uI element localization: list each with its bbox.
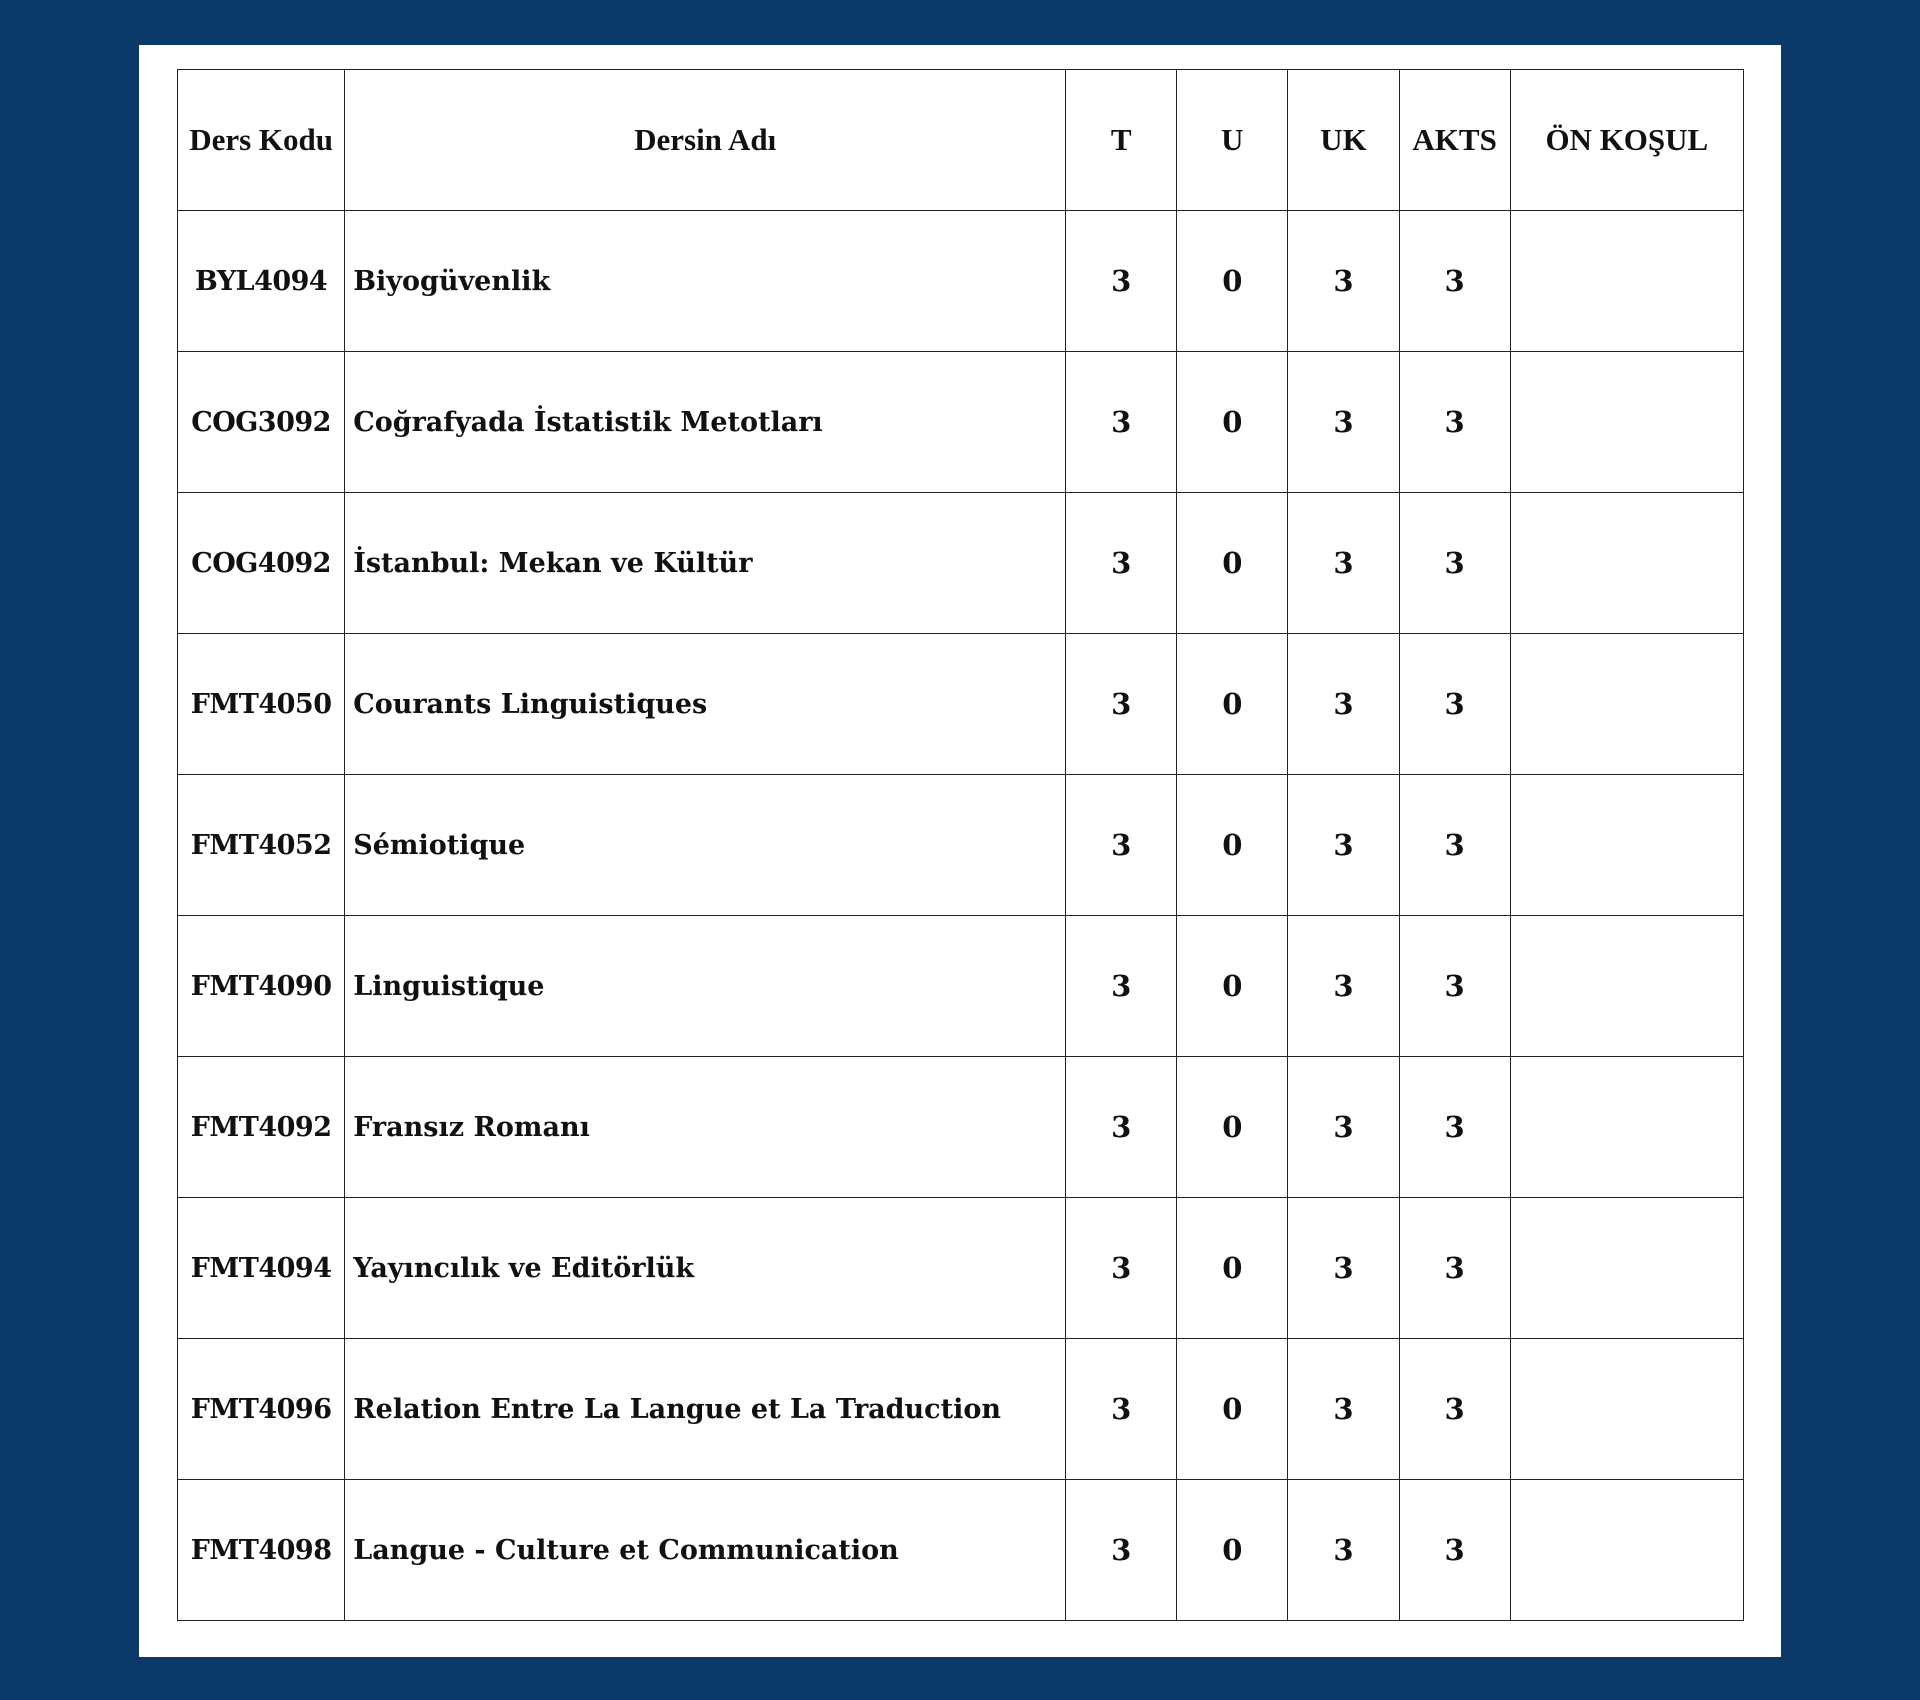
theory-hours: 3 <box>1066 211 1177 352</box>
table-row <box>178 1198 1744 1339</box>
header-on-kosul: ÖN KOŞUL <box>1510 70 1743 211</box>
practice-hours: 0 <box>1177 1057 1288 1198</box>
header-t: T <box>1066 70 1177 211</box>
table-row <box>178 493 1744 634</box>
national-credit: 3 <box>1288 916 1399 1057</box>
course-name: İstanbul: Mekan ve Kültür <box>345 493 1066 634</box>
prerequisite <box>1510 493 1743 634</box>
document-page <box>139 45 1781 1657</box>
practice-hours: 0 <box>1177 634 1288 775</box>
course-code: FMT4052 <box>178 775 345 916</box>
prerequisite <box>1510 634 1743 775</box>
theory-hours: 3 <box>1066 775 1177 916</box>
practice-hours: 0 <box>1177 1480 1288 1621</box>
ects-credit: 3 <box>1399 1339 1510 1480</box>
national-credit: 3 <box>1288 1339 1399 1480</box>
table-row <box>178 775 1744 916</box>
header-uk: UK <box>1288 70 1399 211</box>
ects-credit: 3 <box>1399 352 1510 493</box>
course-table <box>177 69 1744 1621</box>
ects-credit: 3 <box>1399 211 1510 352</box>
ects-credit: 3 <box>1399 1480 1510 1621</box>
prerequisite <box>1510 1057 1743 1198</box>
course-code: FMT4094 <box>178 1198 345 1339</box>
table-row <box>178 352 1744 493</box>
table-row <box>178 916 1744 1057</box>
course-name: Biyogüvenlik <box>345 211 1066 352</box>
table-row <box>178 211 1744 352</box>
theory-hours: 3 <box>1066 916 1177 1057</box>
course-code: BYL4094 <box>178 211 345 352</box>
course-code: FMT4092 <box>178 1057 345 1198</box>
theory-hours: 3 <box>1066 1057 1177 1198</box>
prerequisite <box>1510 211 1743 352</box>
ects-credit: 3 <box>1399 916 1510 1057</box>
course-name: Yayıncılık ve Editörlük <box>345 1198 1066 1339</box>
practice-hours: 0 <box>1177 352 1288 493</box>
practice-hours: 0 <box>1177 1198 1288 1339</box>
national-credit: 3 <box>1288 1057 1399 1198</box>
practice-hours: 0 <box>1177 916 1288 1057</box>
national-credit: 3 <box>1288 775 1399 916</box>
prerequisite <box>1510 775 1743 916</box>
ects-credit: 3 <box>1399 493 1510 634</box>
theory-hours: 3 <box>1066 352 1177 493</box>
table-body <box>178 211 1744 1621</box>
theory-hours: 3 <box>1066 1198 1177 1339</box>
course-name: Coğrafyada İstatistik Metotları <box>345 352 1066 493</box>
prerequisite <box>1510 352 1743 493</box>
national-credit: 3 <box>1288 1198 1399 1339</box>
practice-hours: 0 <box>1177 493 1288 634</box>
course-code: FMT4050 <box>178 634 345 775</box>
practice-hours: 0 <box>1177 775 1288 916</box>
header-akts: AKTS <box>1399 70 1510 211</box>
course-code: COG4092 <box>178 493 345 634</box>
prerequisite <box>1510 1198 1743 1339</box>
theory-hours: 3 <box>1066 634 1177 775</box>
national-credit: 3 <box>1288 634 1399 775</box>
table-row <box>178 1480 1744 1621</box>
prerequisite <box>1510 1339 1743 1480</box>
table-row <box>178 1057 1744 1198</box>
ects-credit: 3 <box>1399 775 1510 916</box>
course-name: Linguistique <box>345 916 1066 1057</box>
theory-hours: 3 <box>1066 1339 1177 1480</box>
national-credit: 3 <box>1288 352 1399 493</box>
theory-hours: 3 <box>1066 493 1177 634</box>
course-name: Langue - Culture et Communication <box>345 1480 1066 1621</box>
table-header <box>178 70 1744 211</box>
national-credit: 3 <box>1288 1480 1399 1621</box>
course-code: FMT4090 <box>178 916 345 1057</box>
national-credit: 3 <box>1288 211 1399 352</box>
course-code: COG3092 <box>178 352 345 493</box>
table-row <box>178 1339 1744 1480</box>
theory-hours: 3 <box>1066 1480 1177 1621</box>
course-code: FMT4098 <box>178 1480 345 1621</box>
ects-credit: 3 <box>1399 1057 1510 1198</box>
practice-hours: 0 <box>1177 1339 1288 1480</box>
header-ders-kodu: Ders Kodu <box>178 70 345 211</box>
course-name: Relation Entre La Langue et La Traduction <box>345 1339 1066 1480</box>
header-dersin-adi: Dersin Adı <box>345 70 1066 211</box>
practice-hours: 0 <box>1177 211 1288 352</box>
header-u: U <box>1177 70 1288 211</box>
course-name: Courants Linguistiques <box>345 634 1066 775</box>
ects-credit: 3 <box>1399 634 1510 775</box>
course-code: FMT4096 <box>178 1339 345 1480</box>
ects-credit: 3 <box>1399 1198 1510 1339</box>
prerequisite <box>1510 1480 1743 1621</box>
table-row <box>178 634 1744 775</box>
course-name: Fransız Romanı <box>345 1057 1066 1198</box>
course-name: Sémiotique <box>345 775 1066 916</box>
prerequisite <box>1510 916 1743 1057</box>
header-row <box>178 70 1744 211</box>
national-credit: 3 <box>1288 493 1399 634</box>
